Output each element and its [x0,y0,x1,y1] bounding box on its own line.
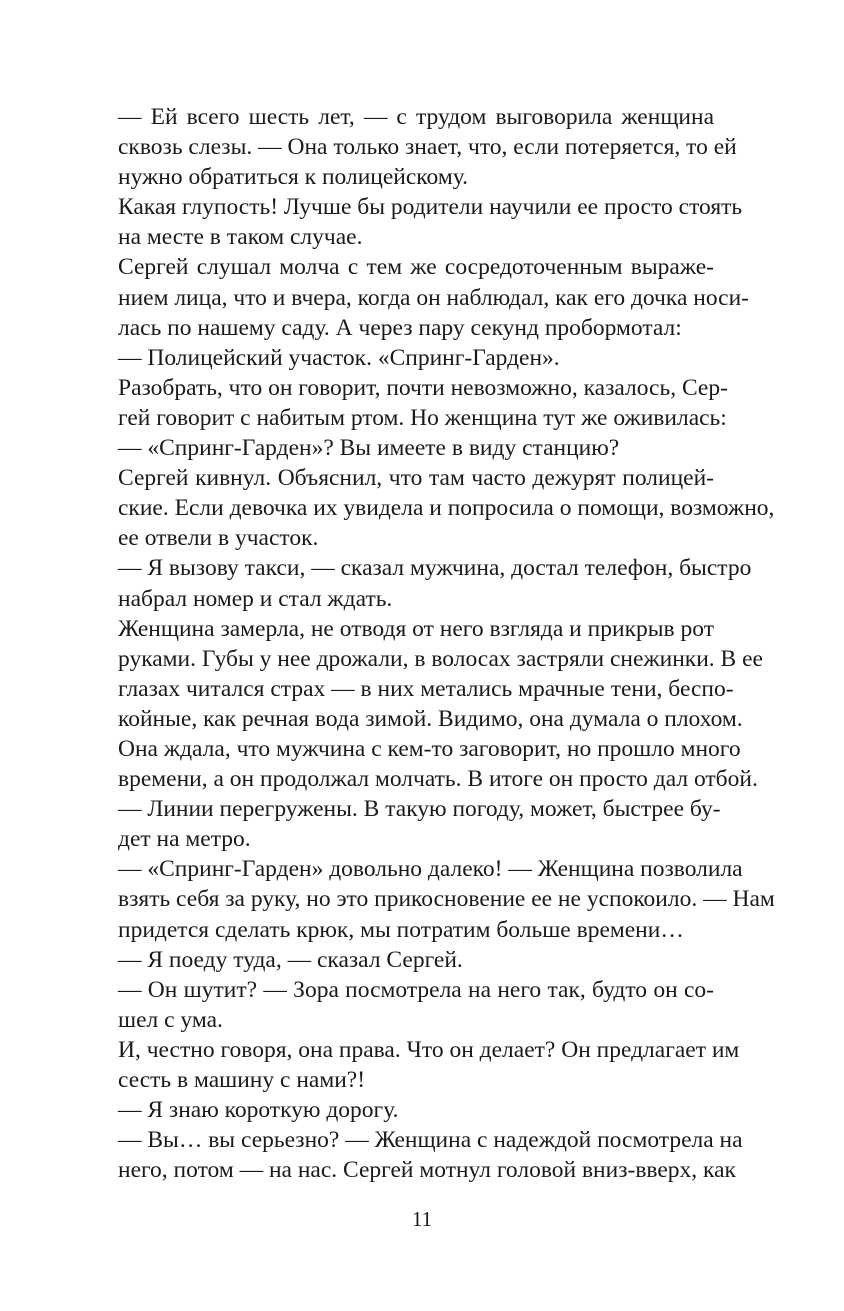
text-line: глазах читался страх — в них метались мрачные тени, беспо- [118,675,734,702]
page-number: 11 [411,1207,433,1231]
paragraph [90,854,775,944]
text-line: времени, а он продолжал молчать. В итоге он просто дал отбой. [118,766,758,793]
paragraph [90,1125,743,1185]
text-line: нужно обратиться к полицейскому. [118,164,468,191]
text-line: — Я поеду туда, — сказал Сергей. [118,946,463,973]
paragraph [90,1095,714,1125]
text-line: ее отвели в участок. [118,525,319,552]
paragraph [90,553,752,613]
text-line: на месте в таком случае. [118,224,363,251]
text-line: — Ей всего шесть лет, — с трудом выговорила женщина [118,104,714,130]
paragraph [90,343,714,373]
text-line: сквозь слезы. — Она только знает, что, если потеряется, то ей [118,134,737,161]
text-line: — «Спринг-Гарден» довольно далеко! — Женщина позволила [118,856,743,883]
text-line: койные, как речная вода зимой. Видимо, она думала о плохом. [118,705,743,732]
text-line: И, честно говоря, она права. Что он делает? Он предлагает им [118,1036,740,1063]
paragraph [90,794,721,854]
text-line: сесть в машину с нами?! [118,1067,366,1093]
paragraph [90,975,714,1035]
text-line: Она ждала, что мужчина с кем-то заговорит, но прошло много [118,735,741,762]
text-line: руками. Губы у нее дрожали, в волосах застряли снежинки. В ее [118,645,763,672]
text-line: придется сделать крюк, мы потратим больше времени… [118,916,684,943]
paragraph [90,945,714,975]
text-line: лась по нашему саду. А через пару секунд пробормотал: [118,314,682,341]
text-line: Сергей слушал молча с тем же сосредоточенным выраже- [118,254,714,281]
paragraph [90,373,728,433]
paragraph [90,102,737,192]
paragraph [90,252,749,342]
page-body [90,102,775,1185]
paragraph [90,463,775,553]
text-line: Какая глупость! Лучше бы родители научили ее просто стоять [118,194,743,221]
text-line: — Вы… вы серьезно? — Женщина с надеждой посмотрела на [118,1127,743,1154]
text-line: — Он шутит? — Зора посмотрела на него так, будто он со- [118,976,714,1003]
text-line: набрал номер и стал ждать. [118,585,393,612]
text-line: Сергей кивнул. Объяснил, что там часто дежурят полицей- [118,465,714,492]
text-line: — Линии перегружены. В такую погоду, может, быстрее бу- [118,796,721,823]
text-line: него, потом — на нас. Сергей мотнул головой вниз-вверх, как [118,1157,736,1184]
text-line: — Я знаю короткую дорогу. [118,1097,399,1124]
text-line: шел с ума. [118,1006,223,1033]
text-line: взять себя за руку, но это прикосновение ее не успокоило. — Нам [118,886,775,913]
text-line: — Полицейский участок. «Спринг-Гарден». [118,344,560,371]
text-line: нием лица, что и вчера, когда он наблюдал, как его дочка носи- [118,284,749,311]
text-line: ские. Если девочка их увидела и попросила о помощи, возможно, [118,495,775,522]
paragraph [90,1035,740,1095]
text-line: — Я вызову такси, — сказал мужчина, достал телефон, быстро [118,555,752,582]
text-line: дет на метро. [118,826,251,853]
text-line: Разобрать, что он говорит, почти невозможно, казалось, Сер- [118,374,728,401]
text-line: гей говорит с набитым ртом. Но женщина тут же оживилась: [118,404,727,431]
paragraph [90,614,763,795]
text-line: Женщина замерла, не отводя от него взгляда и прикрыв рот [118,615,714,642]
paragraph [90,433,714,463]
paragraph [90,192,743,252]
text-line: — «Спринг-Гарден»? Вы имеете в виду станцию? [118,435,620,462]
